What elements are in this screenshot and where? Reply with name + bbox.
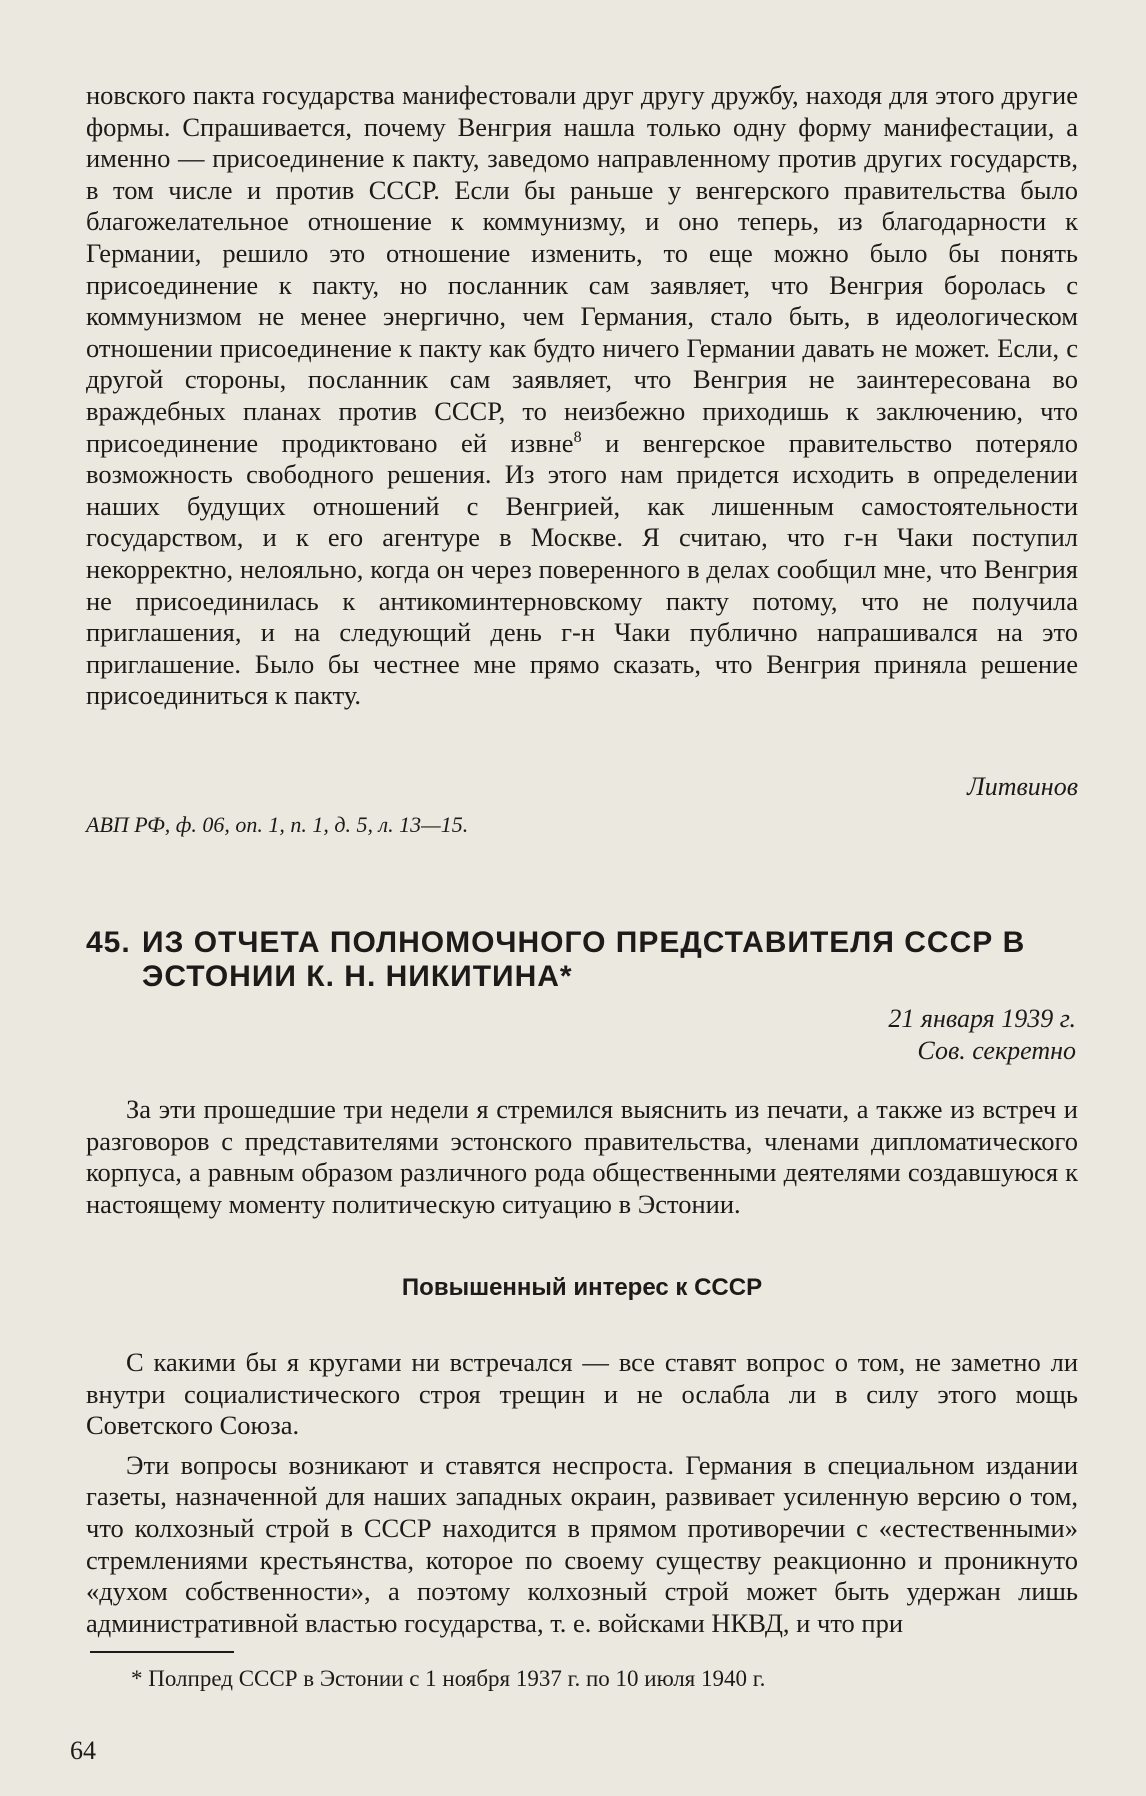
section-paragraph-1: С какими бы я кругами ни встречался — все ставят вопрос о том, не заметно ли внутри социалистического строя трещин и не ослабла ли в силу этого мощь Советского Союза. [86,1347,1078,1441]
heading-line-1 [86,926,1078,960]
letter-text-part2: и венгерское правительство потеряло возможность свободного решения. Из этого нам придется исходить в определении наших будущих отношений с Венгрией, как лишенным самостоятельности государством, и к его агентуре в Москве. Я считаю, что г-н Чаки поступил некорректно, нелояльно, когда он через поверенного в делах сообщил мне, что Венгрия не присоединилась к антикоминтерновскому пакту потому, что не получила приглашения, и на следующий день г-н Чаки публично напрашивался на это приглашение. Было бы честнее мне прямо сказать, что Венгрия приняла решение присоединиться к пакту. [86,427,1078,711]
section-title: Повышенный интерес к СССР [401,1274,763,1301]
letter-text-part1: новского пакта государства манифестовали друг другу дружбу, находя для этого другие формы. Спрашивается, почему Венгрия нашла только одну форму манифестации, а именно — присоединение к пакту, заведомо направленному против других государств, в том числе и против СССР. Если бы раньше у венгерского правительства было благожелательное отношение к коммунизму, и оно теперь, из благодарности к Германии, решило это отношение изменить, то еще можно было бы понять присоединение к пакту, но посланник сам заявляет, что Венгрия боролась с коммунизмом не менее энергично, чем Германия, стало быть, в идеологическом отношении присоединение к пакту как будто ничего Германии давать не может. Если, с другой стороны, посланник сам заявляет, что Венгрия не заинтересована во враждебных планах против СССР, то неизбежно приходишь к заключению, что присоединение продиктовано ей извне [86,80,1078,458]
page-number: 64 [70,1736,96,1765]
report-intro [86,1094,1078,1220]
archive-reference: АВП РФ, ф. 06, оп. 1, п. 1, д. 5, л. 13—15. [86,812,469,837]
letter-paragraph [86,80,1078,712]
signature: Литвинов [967,772,1078,801]
intro-paragraph: За эти прошедшие три недели я стремился выяснить из печати, а также из встреч и разговоров с представителями эстонского правительства, членами дипломатического корпуса, а равным образом различного рода общественными деятелями создавшуюся к настоящему моменту политическую ситуацию в Эстонии. [86,1094,1078,1219]
footnote-reference: 8 [573,428,582,446]
footnote-divider [90,1651,234,1653]
document-date: 21 января 1939 г. [888,1004,1076,1033]
document-number: 45. [86,926,131,959]
document-heading [86,926,1078,994]
section-paragraph-2: Эти вопросы возникают и ставятся неспроста. Германия в специальном издании газеты, назначенной для наших западных окраин, развивает усиленную версию о том, что колхозный строй в СССР находится в прямом противоречии с «естественными» стремлениями крестьянства, которое по своему существу реакционно и проникнуто «духом собственности», а поэтому колхозный строй может быть удержан лишь административной властью государства, т. е. войсками НКВД, и что при [86,1449,1078,1638]
document-classification: Сов. секретно [917,1036,1076,1065]
continued-letter-text [86,80,1078,712]
section-body [86,1347,1078,1639]
document-title-line1: ИЗ ОТЧЕТА ПОЛНОМОЧНОГО ПРЕДСТАВИТЕЛЯ СССР В [142,926,1026,959]
footnote: * Полпред СССР в Эстонии с 1 ноября 1937 г. по 10 июля 1940 г. [131,1666,766,1691]
document-title-line2: ЭСТОНИИ К. Н. НИКИТИНА* [142,960,573,993]
